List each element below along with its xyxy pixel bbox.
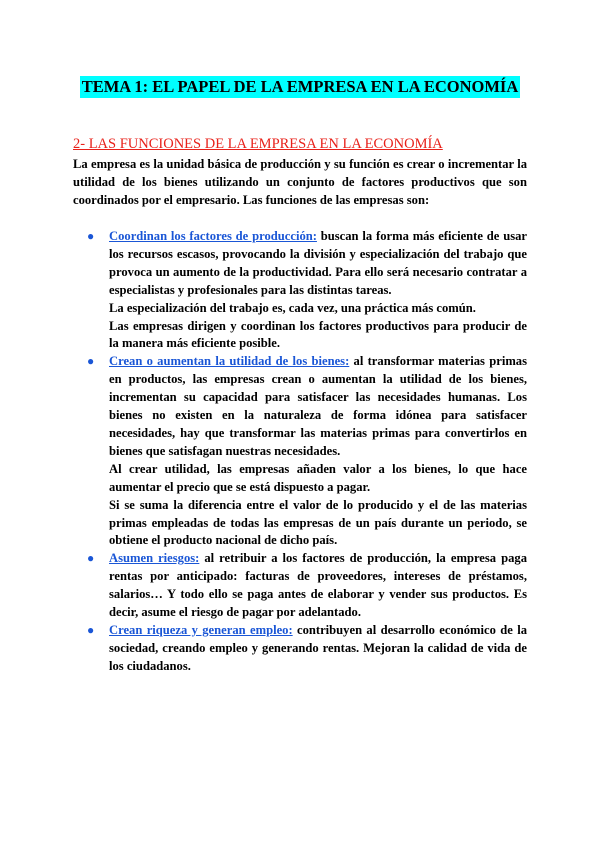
link-asumen-riesgos[interactable]: Asumen riesgos:: [109, 551, 200, 566]
list-item-asumen-riesgos: [73, 550, 527, 622]
item-text: al retribuir a los factores de producción, la empresa paga rentas por anticipado: facturas de proveedores, intereses de préstamos, salarios… Y todo ello se paga antes de elaborar y vender sus productos. Es decir, asume el riesgo de pagar por adelantado.: [109, 551, 527, 620]
page-title: TEMA 1: EL PAPEL DE LA EMPRESA EN LA ECONOMÍA: [81, 77, 519, 96]
link-crean-utilidad[interactable]: Crean o aumentan la utilidad de los bienes:: [109, 354, 350, 369]
item-paragraph: Si se suma la diferencia entre el valor de lo producido y el de las materias primas empleadas de todas las empresas de un país durante un periodo, se obtiene el producto nacional de dicho país.: [109, 497, 527, 548]
item-paragraph: Las empresas dirigen y coordinan los factores productivos para producir de la manera más eficiente posible.: [109, 318, 527, 351]
section-heading: 2- LAS FUNCIONES DE LA EMPRESA EN LA ECONOMÍA: [73, 136, 443, 152]
item-lead-paragraph: [109, 622, 527, 676]
list-item-crean-riqueza: [73, 622, 527, 676]
item-text: al transformar materias primas en productos, las empresas crean o aumentan la utilidad de los bienes, incrementan su capacidad para satisfacer las necesidades humanas. Los bienes no existen en la naturaleza de forma idónea para satisfacer necesidades, hay que transformar las materias primas para convertirlos en bienes que satisfagan nuestras necesidades.: [109, 354, 528, 458]
list-item-crean-utilidad: [73, 353, 527, 550]
item-text: buscan la forma más eficiente de usar los recursos escasos, provocando la división y especialización del trabajo que provoca un aumento de la productividad. Para ello será necesario contratar a especialistas y profesionales para las distintas tareas.: [109, 229, 527, 297]
item-text: contribuyen al desarrollo económico de la sociedad, creando empleo y generando rentas. Mejoran la calidad de vida de los ciudadanos.: [109, 622, 527, 673]
title-wrap: [0, 76, 600, 98]
item-lead-paragraph: [109, 228, 527, 300]
item-lead-paragraph: [109, 550, 527, 622]
bullet-icon: ●: [87, 551, 95, 566]
intro-paragraph: La empresa es la unidad básica de producción y su función es crear o incrementar la utilidad de los bienes utilizando un conjunto de factores productivos que son coordinados por el empresario. Las funciones de las empresas son:: [73, 157, 527, 208]
link-crean-riqueza[interactable]: Crean riqueza y generan empleo:: [109, 622, 293, 637]
bullet-icon: ●: [87, 622, 95, 637]
functions-list: [73, 228, 527, 676]
list-item-coordinan: [73, 228, 527, 353]
bullet-icon: ●: [87, 229, 95, 243]
link-coordinan[interactable]: Coordinan los factores de producción:: [109, 229, 317, 243]
bullet-icon: ●: [87, 354, 95, 369]
item-paragraph: Al crear utilidad, las empresas añaden valor a los bienes, lo que hace aumentar el precio que se está dispuesto a pagar.: [109, 461, 527, 494]
item-lead-paragraph: [109, 353, 527, 460]
item-paragraph: La especialización del trabajo es, cada vez, una práctica más común.: [109, 300, 476, 315]
